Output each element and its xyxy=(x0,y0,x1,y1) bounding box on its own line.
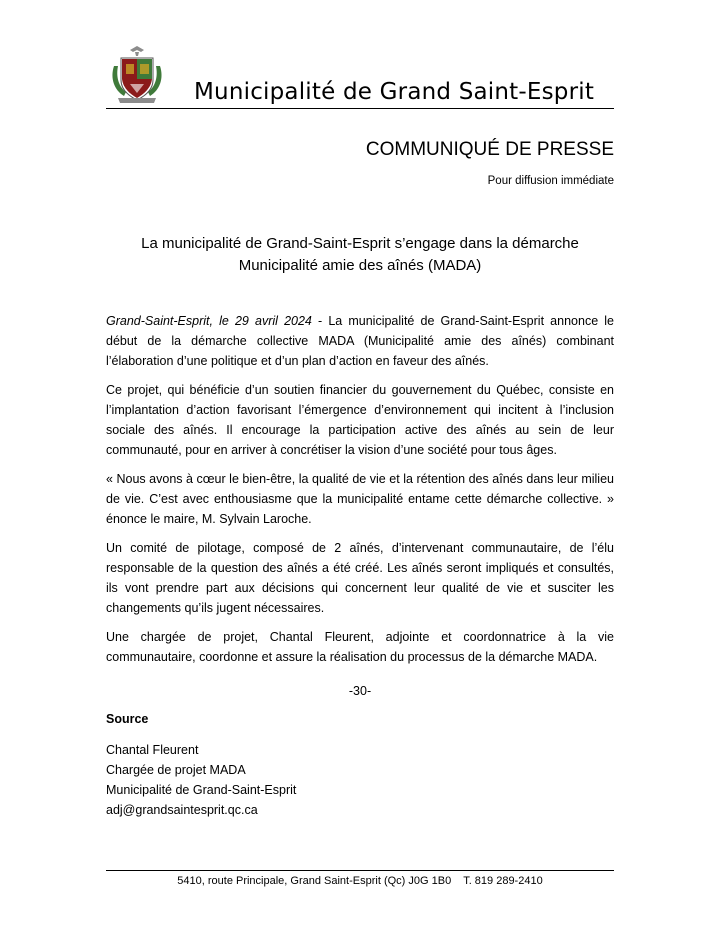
source-label: Source xyxy=(106,712,149,726)
organization-name: Municipalité de Grand Saint-Esprit xyxy=(194,79,595,105)
municipal-crest-logo xyxy=(108,44,166,106)
paragraph-3: « Nous avons à cœur le bien-être, la qualité de vie et la rétention des aînés dans leur milieu de vie. C’est avec enthousiasme que la municipalité entame cette démarche collective. » énonce le maire, M. Sylvain Laroche. xyxy=(106,472,614,526)
headline-line-1: La municipalité de Grand-Saint-Esprit s’engage dans la démarche xyxy=(141,235,579,252)
headline-line-2: Municipalité amie des aînés (MADA) xyxy=(238,257,482,274)
footer xyxy=(0,875,720,887)
header-divider xyxy=(106,108,614,109)
press-release-title: COMMUNIQUÉ DE PRESSE xyxy=(365,139,614,160)
contact-email: adj@grandsaintesprit.qc.ca xyxy=(106,803,258,817)
headline xyxy=(106,233,614,277)
paragraph-4: Un comité de pilotage, composé de 2 aînés, d’intervenant communautaire, de l’élu responsable de la question des aînés a été créé. Les aînés seront impliqués et consultés, ils vont prendre part aux décisions qui concernent leur qualité de vie et susciter les changements qu’ils jugent nécessaires. xyxy=(106,541,614,615)
source-contact-block xyxy=(106,740,296,820)
contact-organization: Municipalité de Grand-Saint-Esprit xyxy=(106,783,297,797)
article-body xyxy=(106,311,614,676)
contact-role: Chargée de projet MADA xyxy=(106,763,246,777)
footer-phone: T. 819 289-2410 xyxy=(463,875,543,887)
paragraph-1-text: - La municipalité de Grand-Saint-Esprit annonce le début de la démarche collective MADA (Municipalité amie des aînés) combinant l’élaboration d’une politique et d’un plan d’action en faveur des aînés. xyxy=(106,314,615,368)
contact-name: Chantal Fleurent xyxy=(106,743,199,757)
footer-divider xyxy=(106,870,614,871)
dateline: Grand-Saint-Esprit, le 29 avril 2024 xyxy=(106,314,312,328)
paragraph-2: Ce projet, qui bénéficie d’un soutien financier du gouvernement du Québec, consiste en l’implantation d’action favorisant l’émergence d’environnement qui incitent à l’inclusion sociale des aînés. Il encourage la participation active des aînés au sein de leur communauté, pour en arriver à concrétiser la vision d’une société pour tous âges. xyxy=(106,383,614,457)
footer-address: 5410, route Principale, Grand Saint-Esprit (Qc) J0G 1B0 xyxy=(177,875,452,887)
end-mark: -30- xyxy=(348,684,372,698)
paragraph-5: Une chargée de projet, Chantal Fleurent, adjointe et coordonnatrice à la vie communautaire, coordonne et assure la réalisation du processus de la démarche MADA. xyxy=(106,630,614,664)
paragraph-1 xyxy=(106,311,614,371)
release-distribution-note: Pour diffusion immédiate xyxy=(487,175,614,187)
